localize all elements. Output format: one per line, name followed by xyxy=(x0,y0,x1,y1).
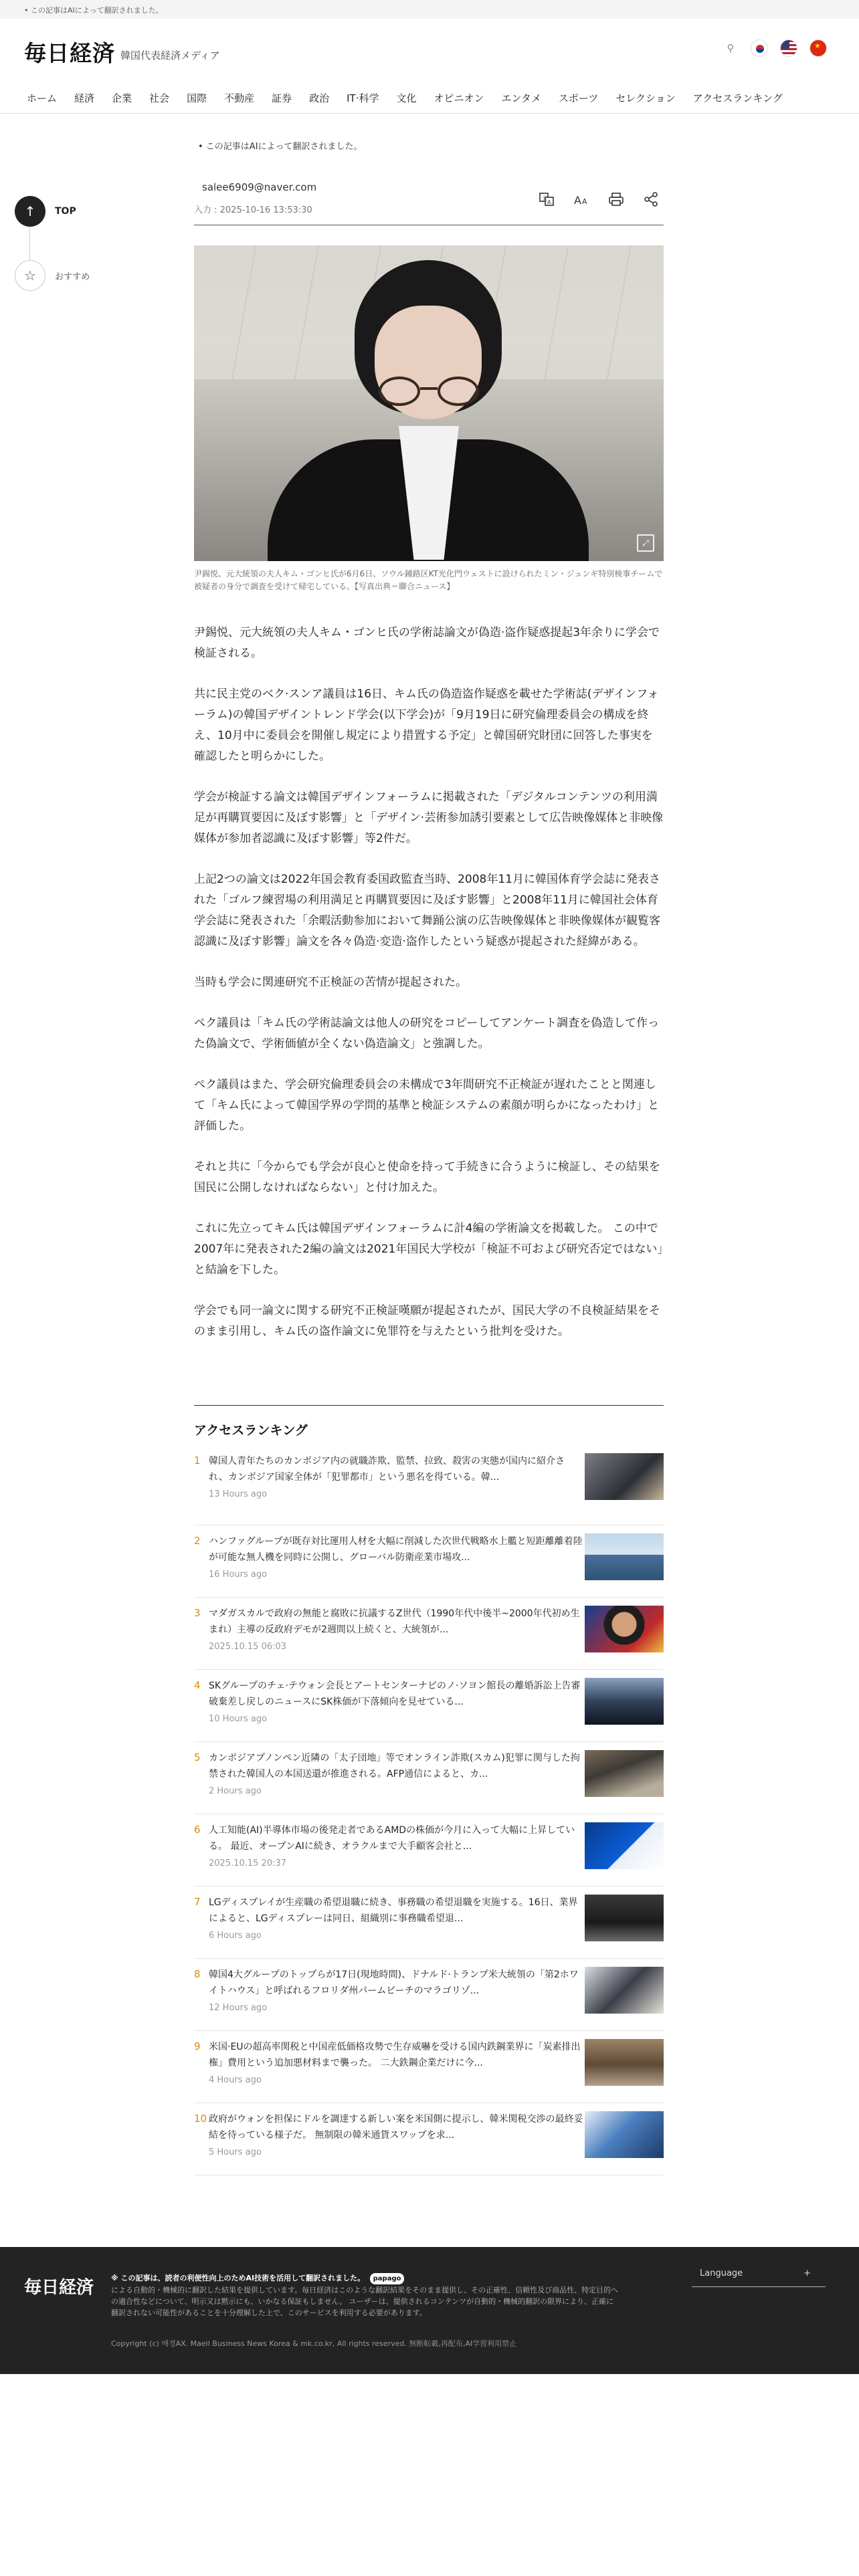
plus-icon: + xyxy=(803,2268,811,2278)
rank-thumbnail[interactable] xyxy=(585,1967,664,2014)
rank-thumbnail[interactable] xyxy=(585,1678,664,1725)
floating-sidebar xyxy=(15,196,108,291)
rank-time: 2025.10.15 20:37 xyxy=(209,1858,287,1868)
rank-thumbnail[interactable] xyxy=(585,2111,664,2158)
paragraph: 学会が検証する論文は韓国デザインフォーラムに掲載された「デジタルコンテンツの利用満足が再購買要因に及ぼす影響」と「デザイン·芸術参加誘引要素として広告映像媒体と非映像媒体が参加者認識に及ぼす影響」等2件だ。 xyxy=(194,790,664,845)
paragraph: 共に民主党のベク·スンア議員は16日、キム氏の偽造盗作疑惑を載せた学術誌(デザインフォーラム)の韓国デザイントレンド学会(以下学会)が「9月19日に研究倫理委員会の構成を終え、10月中に委員会を開催し規定により措置する予定」と韓国研究財団に回答した事実を確認したと明らかにした。 xyxy=(194,687,659,763)
translate-icon[interactable] xyxy=(538,191,555,208)
published-datetime: 入力 : 2025-10-16 13:53:30 xyxy=(194,205,312,215)
rank-number: 6 xyxy=(194,1824,201,1836)
site-tagline: 韓国代表経済メディア xyxy=(120,49,220,62)
rank-time: 4 Hours ago xyxy=(209,2075,262,2085)
rank-title[interactable]: ハンファグループが既存対比運用人材を大幅に削減した次世代戦略水上艦と短距離離着陸が可能な無人機を同時に公開し、グローバル防衛産業市場攻... xyxy=(209,1536,583,1563)
paragraph: 尹錫悦、元大統領の夫人キム・ゴンヒ氏の学術誌論文が偽造·盗作疑惑提起3年余りに学会で検証される。 xyxy=(194,626,660,660)
footer-notice-title: ※ この記事は、読者の利便性向上のためAI技術を活用して翻訳されました。 xyxy=(111,2274,365,2282)
paragraph: 当時も学会に関連研究不正検証の苦情が提起された。 xyxy=(194,976,467,989)
rank-title[interactable]: 米国·EUの超高率関税と中国産低価格攻勢で生存威嚇を受ける国内鉄鋼業界に「炭素排出権」費用という追加悪材料まで襲った。 二大鉄鋼企業だけに今... xyxy=(209,2042,581,2068)
rank-thumbnail[interactable] xyxy=(585,1533,664,1580)
rank-time: 13 Hours ago xyxy=(209,1489,268,1499)
footer-notice-body: による自動的・機械的に翻訳した結果を提供しています。毎日経済はこのような翻訳結果をそのまま提供し、その正確性、信頼性及び商品性、特定目的への適合性などについて、明示又は黙示にも、いかなる保証もしません。 ユーザーは、提供されるコンテンツが自動的・機械的翻訳の限界により、正確に翻訳されない可能性があることを十分理解した上で、このサービスを利用する必要があります。 xyxy=(111,2286,619,2317)
article-tools xyxy=(538,191,660,208)
paragraph: ペク議員は「キム氏の学術誌論文は他人の研究をコピーしてアンケート調査を偽造して作った偽論文で、学術価値が全くない偽造論文」と強調した。 xyxy=(194,1016,660,1051)
rank-title[interactable]: 韓国4大グループのトップらが17日(現地時間)、ドナルド·トランプ米大統領の「第2ホワイトハウス」と呼ばれるフロリダ州パームビーチのマラゴリゾ... xyxy=(209,1969,579,1996)
article-meta xyxy=(194,181,664,225)
rank-time: 6 Hours ago xyxy=(209,1931,262,1941)
papago-logo: papago xyxy=(370,2273,405,2284)
language-label: Language xyxy=(700,2268,743,2278)
svg-text:A: A xyxy=(574,194,581,207)
rank-number: 4 xyxy=(194,1679,201,1691)
footer-copyright: Copyright (c) 매경AX. Maeil Business News Korea & mk.co.kr, All rights reserved. 無断転載,再配布,AI学習利用禁止 xyxy=(111,2339,517,2348)
ranking-item[interactable] xyxy=(194,1814,664,1887)
nav-item-home[interactable]: ホーム xyxy=(27,92,58,104)
photo-caption: 尹錫悦、元大統領の夫人キム・ゴンヒ氏が6月6日、ソウル鍾路区KT光化門ウェストに設けられたミン・ジュンギ特別検事チームで被疑者の身分で調査を受けて帰宅している。【写真出典＝聯合ニュース】 xyxy=(194,569,663,591)
recommend-label: おすすめ xyxy=(55,272,90,282)
top-label: TOP xyxy=(55,206,76,217)
rank-number: 9 xyxy=(194,2040,201,2052)
site-header xyxy=(0,19,859,80)
header-icons xyxy=(723,39,827,57)
nav-item-selection[interactable]: セレクション xyxy=(615,92,676,104)
top-button[interactable] xyxy=(15,196,108,227)
paragraph: これに先立ってキム氏は韓国デザインフォーラムに計4編の学術論文を掲載した。 この中で2007年に発表された2編の論文は2021年国民大学校が「検証不可および研究否定ではない」と結論を下した。 xyxy=(194,1222,663,1277)
ranking-item[interactable] xyxy=(194,1598,664,1670)
ranking-heading: アクセスランキング xyxy=(194,1423,308,1438)
nav-item-entertainment[interactable]: エンタメ xyxy=(501,92,541,104)
ranking-item[interactable] xyxy=(194,1887,664,1959)
search-icon[interactable]: ⚲ xyxy=(727,42,735,54)
share-icon[interactable] xyxy=(642,191,660,208)
nav-item-it-science[interactable]: IT·科学 xyxy=(347,92,379,104)
site-logo[interactable]: 毎日経済 xyxy=(24,40,115,66)
svg-text:A: A xyxy=(547,199,551,205)
site-footer xyxy=(0,2247,859,2374)
rank-thumbnail[interactable] xyxy=(585,1895,664,1941)
rank-time: 12 Hours ago xyxy=(209,2003,268,2013)
nav-item-business[interactable]: 企業 xyxy=(112,92,132,104)
svg-text:文: 文 xyxy=(542,195,547,201)
article-body xyxy=(194,623,664,1342)
paragraph: 上記2つの論文は2022年国会教育委国政監査当時、2008年11月に韓国体育学会誌に発表された「ゴルフ練習場の利用満足と再購買要因に及ぼす影響」と2008年11月に韓国社会体育学会誌に発表された「余暇活動参加において舞踊公演の広告映像媒体と非映像媒体が観覧客認識に及ぼす影響」論文を各々偽造·変造·盗作したという疑惑が提起された経緯がある。 xyxy=(194,873,660,948)
rank-number: 10 xyxy=(194,2113,207,2125)
rank-number: 2 xyxy=(194,1535,201,1547)
rank-number: 7 xyxy=(194,1896,201,1908)
print-icon[interactable] xyxy=(607,191,625,208)
rank-time: 2025.10.15 06:03 xyxy=(209,1642,287,1652)
nav-item-international[interactable]: 国際 xyxy=(187,92,207,104)
rank-number: 8 xyxy=(194,1968,201,1980)
footer-logo[interactable]: 毎日経済 xyxy=(24,2278,94,2298)
ranking-item[interactable] xyxy=(194,1742,664,1814)
sidebar-divider xyxy=(29,227,30,260)
rank-number: 1 xyxy=(194,1455,201,1467)
language-select[interactable] xyxy=(692,2268,826,2287)
ranking-item[interactable] xyxy=(194,1453,664,1525)
cn-flag-icon[interactable]: ★ xyxy=(809,39,827,57)
ai-translation-note: • この記事はAIによって翻訳されました。 xyxy=(198,142,363,152)
rank-thumbnail[interactable] xyxy=(585,1453,664,1500)
rank-time: 5 Hours ago xyxy=(209,2147,262,2157)
rank-thumbnail[interactable] xyxy=(585,2039,664,2086)
footer-notice xyxy=(111,2272,619,2319)
ranking-item[interactable] xyxy=(194,2031,664,2103)
rank-title[interactable]: カンボジアプノンペン近隣の「太子団地」等でオンライン詐欺(スカム)犯罪に関与した拘禁された韓国人の本国送還が推進される。AFP通信によると、カ... xyxy=(209,1753,580,1780)
kr-flag-icon[interactable] xyxy=(751,39,768,57)
arrow-up-icon: ↑ xyxy=(15,196,45,227)
article xyxy=(194,139,664,1362)
nav-item-stocks[interactable]: 証券 xyxy=(272,92,292,104)
nav-item-opinion[interactable]: オピニオン xyxy=(434,92,484,104)
rank-title[interactable]: LGディスプレイが生産職の希望退職に続き、事務職の希望退職を実施する。16日、業界によると、LGディスプレーは同日、組織別に事務職希望退... xyxy=(209,1897,578,1924)
paragraph: ペク議員はまた、学会研究倫理委員会の未構成で3年間研究不正検証が遅れたことと関連して「キム氏によって韓国学界の学問的基準と検証システムの素顔が明らかになったわけ」と評価した。 xyxy=(194,1078,660,1133)
rank-title[interactable]: 韓国人青年たちのカンボジア内の就職詐欺、監禁、拉致、殺害の実態が国内に紹介され、カンボジア国家全体が「犯罪都市」という悪名を得ている。韓... xyxy=(209,1456,565,1483)
font-size-icon[interactable] xyxy=(573,191,590,208)
paragraph: 学会でも同一論文に関する研究不正検証嘆願が提起されたが、国民大学の不良検証結果をそのまま引用し、キム氏の盗作論文に免罪符を与えたという批判を受けた。 xyxy=(194,1304,660,1338)
ranking-item[interactable] xyxy=(194,1670,664,1742)
ranking-item[interactable] xyxy=(194,2103,664,2175)
nav-item-sports[interactable]: スポーツ xyxy=(558,92,599,104)
rank-number: 3 xyxy=(194,1607,201,1619)
ai-translation-banner: • この記事はAIによって翻訳されました。 xyxy=(0,0,859,19)
rank-title[interactable]: 政府がウォンを担保にドルを調達する新しい案を米国側に提示し、韓米関税交渉の最終妥結を待っている様子だ。 無制限の韓米通貨スワップを求... xyxy=(209,2114,583,2141)
main-nav xyxy=(0,80,859,114)
access-ranking xyxy=(194,1405,664,2175)
expand-icon[interactable]: ⤢ xyxy=(637,534,654,552)
rank-thumbnail[interactable] xyxy=(585,1606,664,1652)
svg-text:A: A xyxy=(582,197,587,206)
nav-item-culture[interactable]: 文化 xyxy=(396,92,417,104)
ranking-item[interactable] xyxy=(194,1525,664,1598)
nav-item-realestate[interactable]: 不動産 xyxy=(224,92,255,104)
rank-time: 2 Hours ago xyxy=(209,1786,262,1796)
ranking-item[interactable] xyxy=(194,1959,664,2031)
rank-thumbnail[interactable] xyxy=(585,1822,664,1869)
recommend-button[interactable] xyxy=(15,260,108,291)
rank-title[interactable]: SKグループのチェ·テウォン会長とアートセンターナビのノ·ソヨン館長の離婚訴訟上告審破棄差し戻しのニュースにSK株価が下落傾向を見せている... xyxy=(209,1681,581,1707)
nav-item-economy[interactable]: 経済 xyxy=(74,92,95,104)
rank-number: 5 xyxy=(194,1751,201,1763)
rank-title[interactable]: 人工知能(AI)半導体市場の後発走者であるAMDの株価が今月に入って大幅に上昇している。 最近、オープンAIに続き、オラクルまで大手顧客会社と... xyxy=(209,1825,575,1852)
reporter-email[interactable]: salee6909@naver.com xyxy=(202,181,317,193)
photo-glasses xyxy=(379,377,479,407)
rank-thumbnail[interactable] xyxy=(585,1750,664,1797)
rank-title[interactable]: マダガスカルで政府の無能と腐敗に抗議するZ世代（1990年代中後半~2000年代初め生まれ）主導の反政府デモが2週間以上続くと、大統領が... xyxy=(209,1608,580,1635)
nav-item-politics[interactable]: 政治 xyxy=(309,92,330,104)
nav-item-ranking[interactable]: アクセスランキング xyxy=(692,92,783,104)
article-photo xyxy=(194,245,664,561)
star-icon: ☆ xyxy=(15,260,45,291)
nav-item-society[interactable]: 社会 xyxy=(149,92,170,104)
us-flag-icon[interactable] xyxy=(780,39,797,57)
paragraph: それと共に「今からでも学会が良心と使命を持って手続きに合うように検証し、その結果を国民に公開しなければならない」と付け加えた。 xyxy=(194,1160,660,1194)
rank-time: 16 Hours ago xyxy=(209,1570,268,1580)
rank-time: 10 Hours ago xyxy=(209,1714,268,1724)
